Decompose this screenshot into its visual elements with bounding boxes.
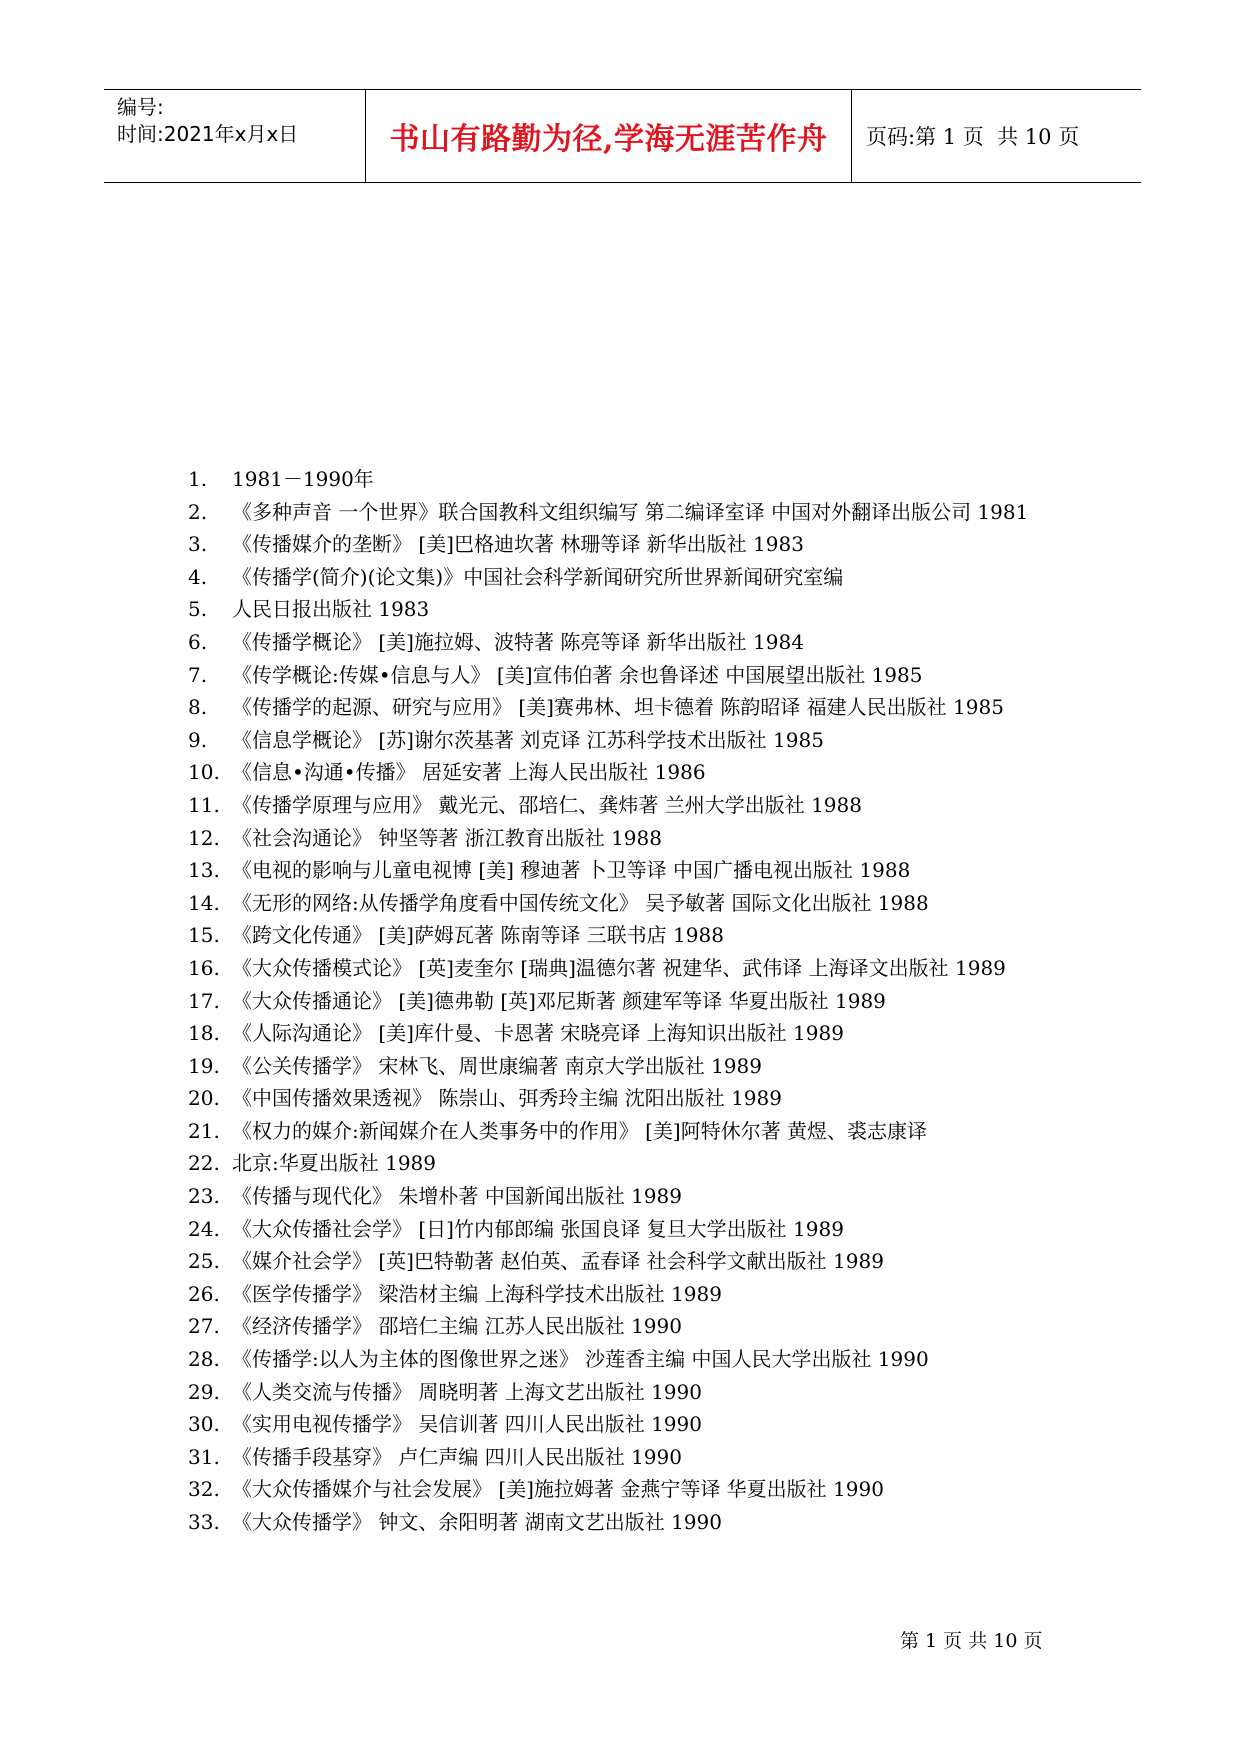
item-text: 《传播媒介的垄断》 [美]巴格迪坎著 林珊等译 新华出版社 1983 — [232, 532, 804, 557]
item-text: 《实用电视传播学》 吴信训著 四川人民出版社 1990 — [232, 1412, 702, 1437]
list-item — [188, 789, 1068, 822]
document-header — [104, 89, 1141, 183]
item-number: 5. — [188, 597, 208, 622]
item-number: 30. — [188, 1412, 220, 1437]
item-number: 9. — [188, 727, 208, 752]
item-number: 27. — [188, 1314, 220, 1339]
list-item — [188, 463, 1068, 496]
item-number: 29. — [188, 1379, 220, 1404]
list-item — [188, 1213, 1068, 1246]
list-item — [188, 985, 1068, 1018]
item-text: 《传播学原理与应用》 戴光元、邵培仁、龚炜著 兰州大学出版社 1988 — [232, 792, 862, 817]
item-text: 《大众传播学》 钟文、余阳明著 湖南文艺出版社 1990 — [232, 1510, 722, 1534]
list-item — [188, 1082, 1068, 1115]
list-item — [188, 561, 1068, 594]
item-number: 7. — [188, 662, 208, 687]
item-number: 19. — [188, 1053, 220, 1078]
list-item — [188, 1310, 1068, 1343]
item-text: 《医学传播学》 梁浩材主编 上海科学技术出版社 1989 — [232, 1281, 722, 1306]
list-item — [188, 593, 1068, 626]
item-text: 《媒介社会学》 [英]巴特勒著 赵伯英、孟春译 社会科学文献出版社 1989 — [232, 1249, 884, 1274]
item-text: 《多种声音 一个世界》联合国教科文组织编写 第二编译室译 中国对外翻译出版公司 1981 — [232, 499, 1029, 524]
time-label: 时间:2021年x月x日 — [117, 122, 299, 146]
list-item — [188, 822, 1068, 855]
list-item — [188, 1245, 1068, 1278]
item-number: 20. — [188, 1086, 220, 1111]
item-number: 31. — [188, 1444, 220, 1469]
item-number: 11. — [188, 792, 220, 817]
list-item — [188, 724, 1068, 757]
list-item — [188, 659, 1068, 692]
bibliography-list — [188, 463, 1068, 1539]
item-text: 《社会沟通论》 钟坚等著 浙江教育出版社 1988 — [232, 825, 662, 850]
list-item — [188, 1343, 1068, 1376]
item-text: 《公关传播学》 宋林飞、周世康编著 南京大学出版社 1989 — [232, 1053, 762, 1078]
item-number: 16. — [188, 955, 220, 980]
item-number: 6. — [188, 629, 208, 654]
item-text: 《传播学:以人为主体的图像世界之迷》 沙莲香主编 中国人民大学出版社 1990 — [232, 1347, 929, 1372]
list-item — [188, 1180, 1068, 1213]
item-text: 《传播学概论》 [美]施拉姆、波特著 陈亮等译 新华出版社 1984 — [232, 629, 804, 654]
item-text: 《经济传播学》 邵培仁主编 江苏人民出版社 1990 — [232, 1314, 682, 1339]
item-text: 《大众传播模式论》 [英]麦奎尔 [瑞典]温德尔著 祝建华、武伟译 上海译文出版社 1989 — [232, 955, 1006, 980]
item-number: 2. — [188, 499, 208, 524]
item-text: 《传学概论:传媒•信息与人》 [美]宣伟伯著 余也鲁译述 中国展望出版社 1985 — [232, 662, 923, 687]
item-text: 《传播与现代化》 朱增朴著 中国新闻出版社 1989 — [232, 1184, 682, 1209]
list-item — [188, 756, 1068, 789]
number-label: 编号: — [117, 95, 164, 119]
header-page-info — [852, 90, 1141, 182]
item-text: 《大众传播媒介与社会发展》 [美]施拉姆著 金燕宁等译 华夏出版社 1990 — [232, 1477, 884, 1502]
item-number: 8. — [188, 695, 208, 720]
list-item — [188, 1050, 1068, 1083]
item-text: 《信息学概论》 [苏]谢尔茨基著 刘克译 江苏科学技术出版社 1985 — [232, 727, 824, 752]
item-text: 《大众传播社会学》 [日]竹内郁郎编 张国良译 复旦大学出版社 1989 — [232, 1216, 844, 1241]
item-number: 28. — [188, 1347, 220, 1372]
page-footer: 第 1 页 共 10 页 — [900, 1630, 1043, 1652]
item-text: 《大众传播通论》 [美]德弗勒 [英]邓尼斯著 颜建军等译 华夏出版社 1989 — [232, 988, 886, 1013]
list-item — [188, 1115, 1068, 1148]
item-text: 《信息•沟通•传播》 居延安著 上海人民出版社 1986 — [232, 760, 706, 785]
item-number: 3. — [188, 532, 208, 557]
item-number: 4. — [188, 564, 208, 589]
item-text: 《跨文化传通》 [美]萨姆瓦著 陈南等译 三联书店 1988 — [232, 923, 724, 948]
item-number: 25. — [188, 1249, 220, 1274]
list-item — [188, 1017, 1068, 1050]
item-text: 《传播学(简介)(论文集)》中国社会科学新闻研究所世界新闻研究室编 — [232, 564, 844, 589]
item-text: 人民日报出版社 1983 — [232, 597, 430, 622]
item-number: 22. — [188, 1151, 220, 1176]
item-number: 23. — [188, 1184, 220, 1209]
item-number: 24. — [188, 1216, 220, 1241]
item-text: 《传播学的起源、研究与应用》 [美]赛弗林、坦卡德着 陈韵昭译 福建人民出版社 1985 — [232, 695, 1004, 720]
item-text: 《传播手段基穿》 卢仁声编 四川人民出版社 1990 — [232, 1444, 682, 1469]
item-text: 1981－1990年 — [232, 467, 374, 491]
list-item — [188, 919, 1068, 952]
item-number: 18. — [188, 1021, 220, 1046]
page-label: 页码:第 1 页 共 10 页 — [866, 125, 1080, 149]
item-number: 21. — [188, 1118, 220, 1143]
list-item — [188, 1473, 1068, 1506]
item-number: 17. — [188, 988, 220, 1013]
list-item — [188, 1278, 1068, 1311]
item-text: 《中国传播效果透视》 陈崇山、弭秀玲主编 沈阳出版社 1989 — [232, 1086, 782, 1111]
list-item — [188, 1376, 1068, 1409]
item-number: 32. — [188, 1477, 220, 1502]
list-item — [188, 854, 1068, 887]
list-item — [188, 496, 1068, 529]
list-item — [188, 1506, 1068, 1539]
item-text: 《电视的影响与儿童电视博 [美] 穆迪著 卜卫等译 中国广播电视出版社 1988 — [232, 858, 911, 883]
item-number: 12. — [188, 825, 220, 850]
list-item — [188, 626, 1068, 659]
item-number: 33. — [188, 1510, 220, 1534]
item-number: 1. — [188, 467, 208, 491]
item-number: 14. — [188, 890, 220, 915]
header-meta — [104, 90, 366, 182]
list-item — [188, 1147, 1068, 1180]
item-text: 《无形的网络:从传播学角度看中国传统文化》 吴予敏著 国际文化出版社 1988 — [232, 890, 929, 915]
list-item — [188, 691, 1068, 724]
list-item — [188, 887, 1068, 920]
list-item — [188, 1441, 1068, 1474]
item-number: 10. — [188, 760, 220, 785]
item-text: 《权力的媒介:新闻媒介在人类事务中的作用》 [美]阿特休尔著 黄煜、裘志康译 — [232, 1118, 928, 1143]
list-item — [188, 952, 1068, 985]
item-text: 《人际沟通论》 [美]库什曼、卡恩著 宋晓亮译 上海知识出版社 1989 — [232, 1021, 844, 1046]
item-number: 26. — [188, 1281, 220, 1306]
item-text: 北京:华夏出版社 1989 — [232, 1151, 436, 1176]
header-motto: 书山有路勤为径,学海无涯苦作舟 — [366, 90, 852, 182]
item-number: 15. — [188, 923, 220, 948]
item-text: 《人类交流与传播》 周晓明著 上海文艺出版社 1990 — [232, 1379, 702, 1404]
item-number: 13. — [188, 858, 220, 883]
list-item — [188, 528, 1068, 561]
list-item — [188, 1408, 1068, 1441]
